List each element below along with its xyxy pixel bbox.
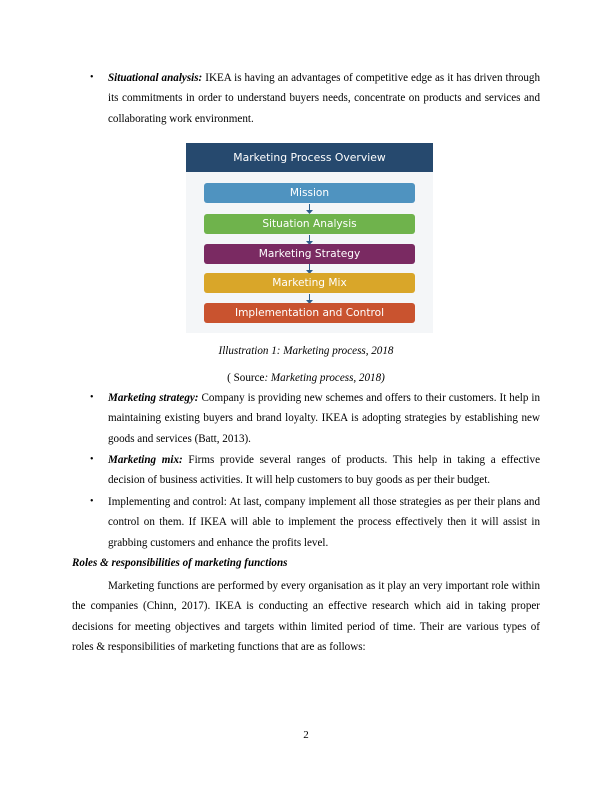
- bullet-marker: •: [90, 392, 94, 403]
- step-mission: Mission: [204, 183, 415, 203]
- bullet-lead: Marketing strategy:: [108, 392, 199, 404]
- source-italic: : Marketing process, 2018): [264, 372, 385, 384]
- figure-title: Marketing Process Overview: [186, 143, 433, 172]
- bullet-body: Firms provide several ranges of products. This help in taking a effective decision of business activities. It will help customers to buy goods as per their budget.: [108, 454, 540, 487]
- bullet-body: IKEA is having an advantages of competitive edge as it has driven through its commitments in order to understand buyers needs, concentrate on products and services and collaborating work environment.: [108, 72, 541, 125]
- bullet-text: [108, 450, 540, 491]
- bullet-lead: Situational analysis:: [108, 72, 203, 84]
- step-situation-analysis: Situation Analysis: [204, 214, 415, 234]
- section-heading: Roles & responsibilities of marketing functions: [72, 557, 288, 569]
- bullet-item-implementing-and-control: [72, 492, 540, 553]
- step-marketing-mix: Marketing Mix: [204, 273, 415, 293]
- bullet-body: Implementing and control: At last, company implement all those strategies as per their plans and control on them. If IKEA will able to implement the process effectively then it will assist in grabbing customers and enhance the profits level.: [108, 496, 540, 549]
- bullet-marker: •: [90, 496, 94, 507]
- figure-caption: Illustration 1: Marketing process, 2018: [218, 345, 394, 357]
- step-implementation-and-control: Implementation and Control: [204, 303, 415, 323]
- arrow-down-icon: [305, 204, 314, 214]
- bullet-body: Company is providing new schemes and offers to their customers. It help in maintaining existing buyers and brand loyalty. IKEA is adopting strategies by establishing new goods and services (Batt, 2013).: [108, 392, 540, 445]
- body-paragraph: Marketing functions are performed by every organisation as it play an very important role within the companies (Chinn, 2017). IKEA is conducting an effective research which aid in taking proper decisions for meeting objectives and targets within limited period of time. Their are various types of roles & responsibilities of marketing functions that are as follows:: [72, 580, 540, 653]
- bullet-item-marketing-mix: [72, 450, 540, 491]
- bullet-item-marketing-strategy: [72, 388, 540, 449]
- bullet-marker: •: [90, 454, 94, 465]
- marketing-process-figure: [186, 143, 433, 333]
- bullet-text: [108, 492, 540, 553]
- step-marketing-strategy: Marketing Strategy: [204, 244, 415, 264]
- figure-source: [0, 372, 612, 384]
- bullet-text: [108, 68, 540, 129]
- bullet-item-situational-analysis: [72, 68, 540, 129]
- bullet-marker: •: [90, 72, 94, 83]
- source-prefix: ( Source: [227, 372, 265, 384]
- page-number: 2: [303, 729, 309, 741]
- bullet-text: [108, 388, 540, 449]
- bullet-lead: Marketing mix:: [108, 454, 183, 466]
